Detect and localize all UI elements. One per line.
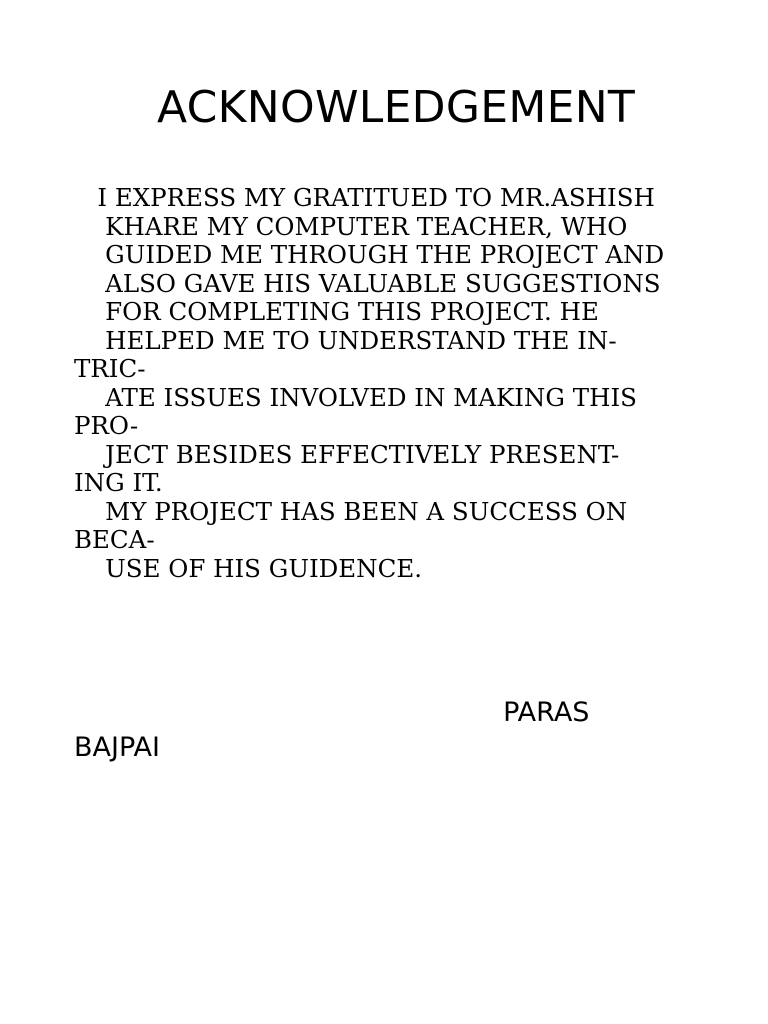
body-line: I EXPRESS MY GRATITUED TO MR.ASHISH xyxy=(74,183,655,212)
body-line: JECT BESIDES EFFECTIVELY PRESENT- xyxy=(74,439,620,469)
signature xyxy=(74,695,589,765)
body-line: HELPED ME TO UNDERSTAND THE IN- xyxy=(74,325,617,355)
body-line: ING IT. xyxy=(74,468,163,497)
acknowledgement-body xyxy=(74,184,664,583)
signature-line: PARAS xyxy=(74,697,590,728)
body-line: FOR COMPLETING THIS PROJECT. HE xyxy=(74,297,599,326)
body-line: USE OF HIS GUIDENCE. xyxy=(74,553,423,583)
body-line: GUIDED ME THROUGH THE PROJECT AND xyxy=(74,240,665,269)
body-line: BECA- xyxy=(74,525,155,554)
body-line: PRO- xyxy=(74,411,139,440)
body-line: ATE ISSUES INVOLVED IN MAKING THIS xyxy=(74,382,637,412)
signature-line: BAJPAI xyxy=(74,732,160,763)
body-line: KHARE MY COMPUTER TEACHER, WHO xyxy=(74,211,628,241)
body-line: MY PROJECT HAS BEEN A SUCCESS ON xyxy=(74,496,628,526)
body-line: TRIC- xyxy=(74,354,146,383)
body-line: ALSO GAVE HIS VALUABLE SUGGESTIONS xyxy=(74,268,661,298)
page-title: ACKNOWLEDGEMENT xyxy=(157,82,636,133)
